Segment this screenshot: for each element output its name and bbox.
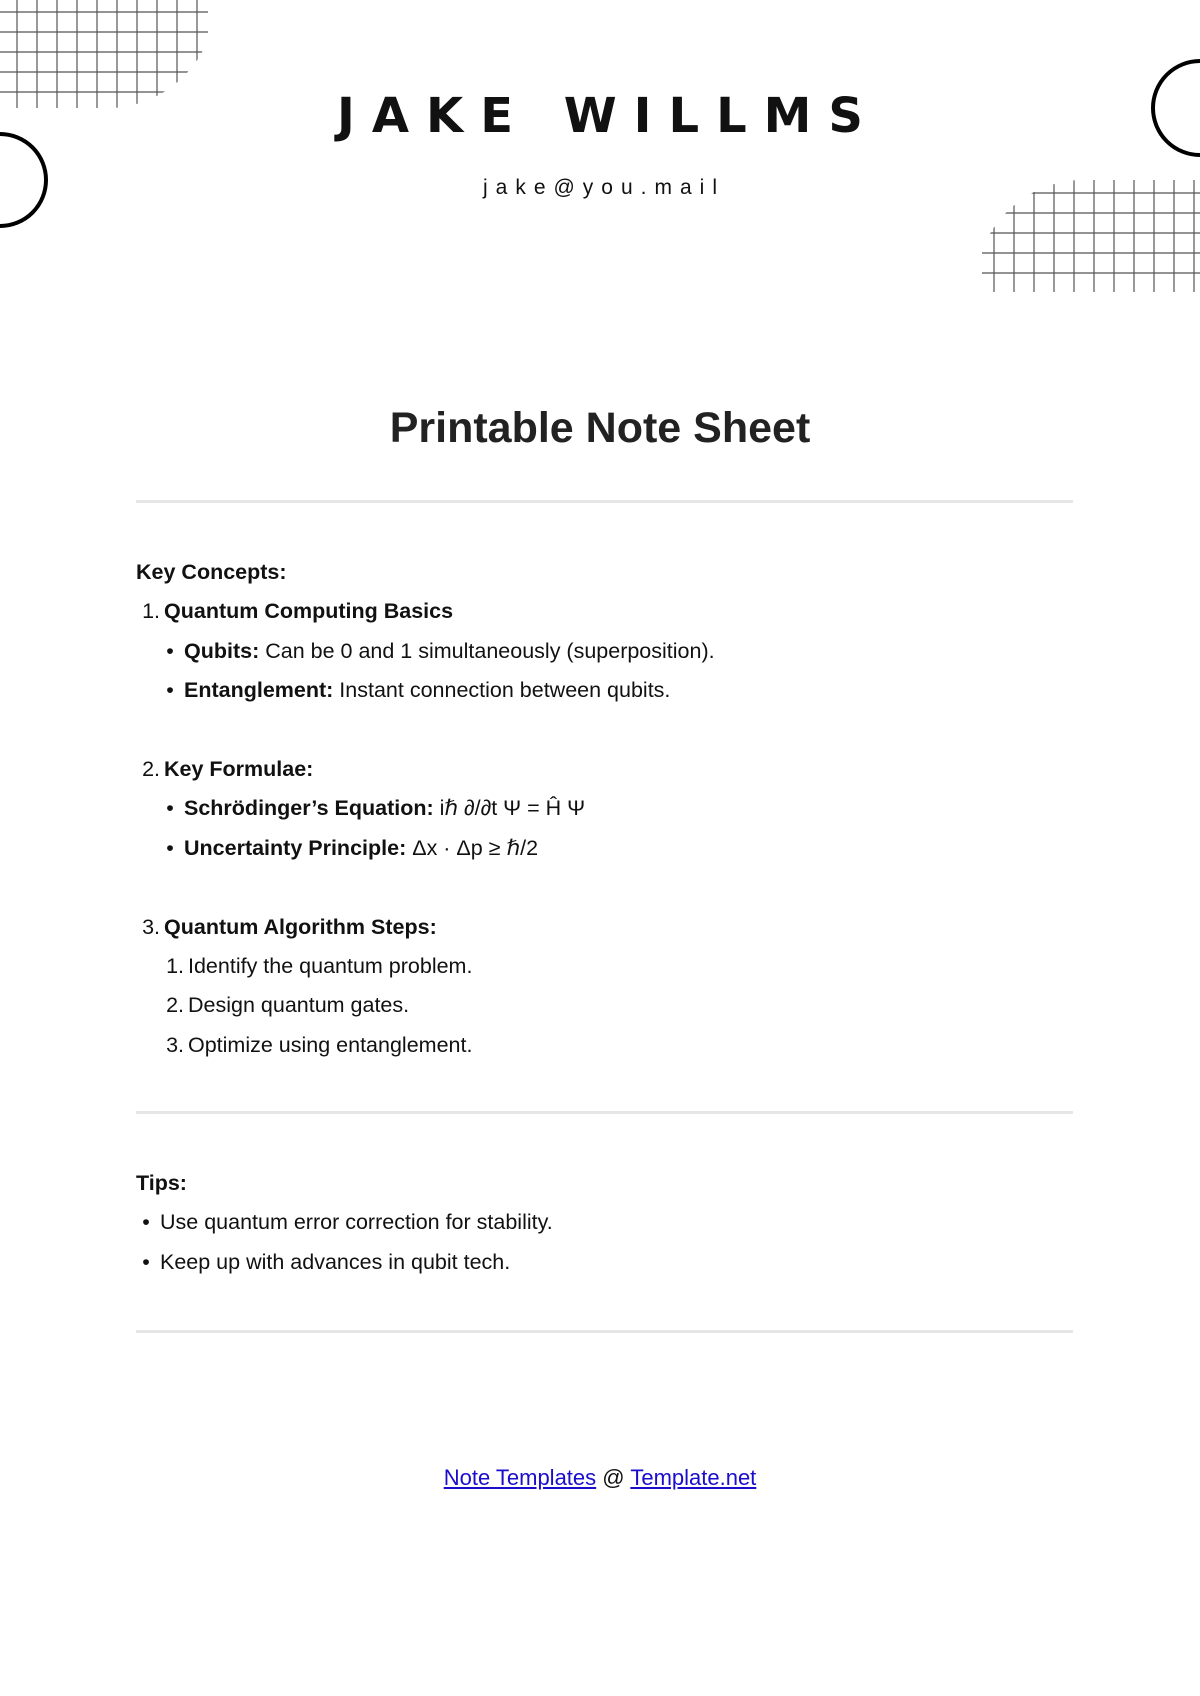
footer — [0, 1465, 1200, 1491]
bullet-icon: • — [166, 796, 174, 821]
key-concepts-section — [136, 553, 1073, 1065]
list-item: • Qubits: Can be 0 and 1 simultaneously (superposition). — [136, 632, 1073, 671]
tips-heading: Tips: — [136, 1171, 187, 1195]
section-2-title: 2. Key Formulae: — [142, 756, 314, 781]
tips-section — [136, 1164, 1073, 1282]
key-concepts-heading: Key Concepts: — [136, 560, 287, 584]
bullet-icon: • — [142, 1210, 150, 1235]
author-email: jake@you.mail — [482, 176, 726, 199]
section-3-title: 3. Quantum Algorithm Steps: — [142, 914, 437, 939]
note-templates-link[interactable]: Note Templates — [443, 1465, 597, 1490]
bullet-icon: • — [166, 638, 174, 663]
bullet-icon: • — [166, 835, 174, 860]
bullet-icon: • — [166, 678, 174, 703]
footer-separator: @ — [596, 1465, 631, 1490]
bullet-icon: • — [142, 1249, 150, 1274]
list-item: • Uncertainty Principle: Δx · Δp ≥ ℏ/2 — [136, 829, 1073, 868]
template-net-link[interactable]: Template.net — [630, 1465, 757, 1490]
section-1-title: 1. Quantum Computing Basics — [142, 599, 454, 624]
page-title: Printable Note Sheet — [389, 404, 811, 452]
list-item: 3. Optimize using entanglement. — [166, 1032, 473, 1057]
author-name: JAKE WILLMS — [336, 88, 880, 144]
list-item: • Entanglement: Instant connection between qubits. — [136, 671, 1073, 710]
divider-middle — [136, 1111, 1073, 1114]
list-item: 2. Design quantum gates. — [166, 993, 410, 1018]
divider-top — [136, 500, 1073, 503]
list-item: • Keep up with advances in qubit tech. — [136, 1243, 1073, 1282]
list-item: 1. Identify the quantum problem. — [166, 953, 473, 978]
list-item: • Use quantum error correction for stability. — [136, 1203, 1073, 1242]
divider-bottom — [136, 1330, 1073, 1333]
list-item: • Schrödinger’s Equation: iℏ ∂/∂t Ψ = Ĥ Ψ — [136, 789, 1073, 828]
